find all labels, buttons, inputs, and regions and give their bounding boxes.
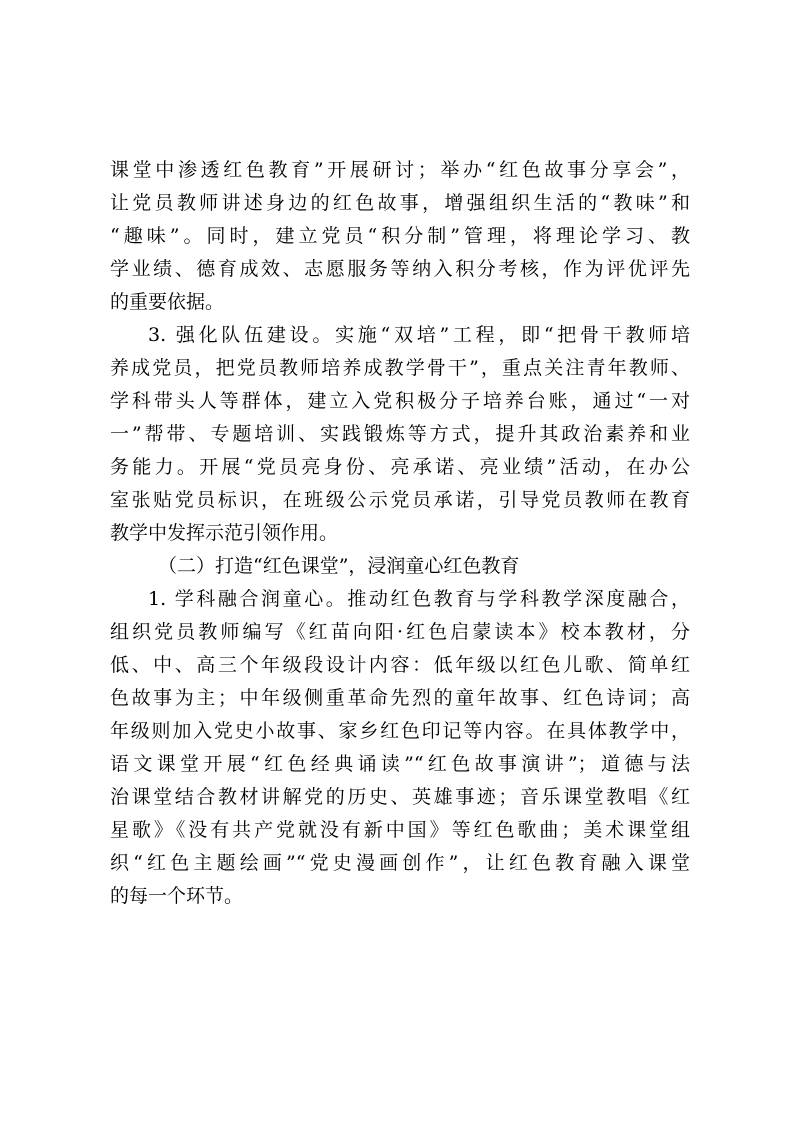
paragraph-line: 学科带头人等群体，建立入党积极分子培养台账，通过“一对 xyxy=(110,390,690,412)
paragraph-line: 色故事为主；中年级侧重革命先烈的童年故事、红色诗词；高 xyxy=(110,687,690,709)
paragraph-line: 语文课堂开展“红色经典诵读”“红色故事演讲”；道德与法 xyxy=(110,753,690,775)
paragraph-line: 的重要依据。 xyxy=(110,291,225,313)
paragraph-line: 学业绩、德育成效、志愿服务等纳入积分考核，作为评优评先 xyxy=(110,258,690,280)
paragraph-line: 养成党员，把党员教师培养成教学骨干”，重点关注青年教师、 xyxy=(110,357,690,379)
paragraph-line: 星歌》《没有共产党就没有新中国》等红色歌曲；美术课堂组 xyxy=(110,819,690,841)
section-heading: （二）打造“红色课堂”，浸润童心红色教育 xyxy=(158,555,520,577)
paragraph-line: 务能力。开展“党员亮身份、亮承诺、亮业绩”活动，在办公 xyxy=(110,456,690,478)
paragraph-line: 治课堂结合教材讲解党的历史、英雄事迹；音乐课堂教唱《红 xyxy=(110,786,690,808)
paragraph-line: 课堂中渗透红色教育”开展研讨；举办“红色故事分享会”， xyxy=(110,159,690,181)
paragraph-line: 的每一个环节。 xyxy=(110,885,244,907)
paragraph-line: 织“红色主题绘画”“党史漫画创作”，让红色教育融入课堂 xyxy=(110,852,690,874)
paragraph-line: 让党员教师讲述身边的红色故事，增强组织生活的“教味”和 xyxy=(110,192,690,214)
paragraph-line: 教学中发挥示范引领作用。 xyxy=(110,522,339,544)
paragraph-line: 低、中、高三个年级段设计内容：低年级以红色儿歌、简单红 xyxy=(110,654,690,676)
section-item-3-title: 3. 强化队伍建设。实施“双培”工程，即“把骨干教师培 xyxy=(148,324,690,346)
section-item-1-title: 1. 学科融合润童心。推动红色教育与学科教学深度融合， xyxy=(148,588,690,610)
paragraph-line: 一”帮带、专题培训、实践锻炼等方式，提升其政治素养和业 xyxy=(110,423,690,445)
paragraph-line: 室张贴党员标识，在班级公示党员承诺，引导党员教师在教育 xyxy=(110,489,690,511)
paragraph-line: 年级则加入党史小故事、家乡红色印记等内容。在具体教学中， xyxy=(110,720,690,742)
paragraph-line: “趣味”。同时，建立党员“积分制”管理，将理论学习、教 xyxy=(110,225,690,247)
paragraph-line: 组织党员教师编写《红苗向阳·红色启蒙读本》校本教材，分 xyxy=(110,621,690,643)
